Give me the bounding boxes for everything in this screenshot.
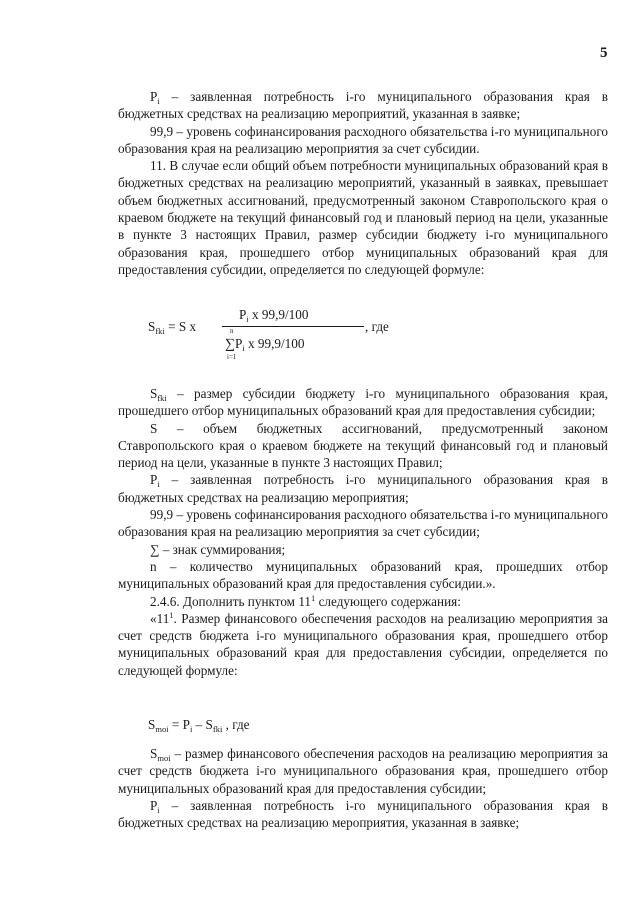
formula-cofinancing-size: $S_{moi} = P_i - S_{fki}$ , где: [148, 717, 250, 734]
paragraph-pi-definition: $P_i$ – заявленная потребность i-го муниципального образования края в бюджетных средствах на реализацию мероприятий, указанная в заявке;: [118, 89, 608, 122]
fraction-bar: [222, 326, 364, 327]
paragraph-cofinancing-level: 99,9 – уровень софинансирования расходного обязательства i-го муниципального образования края на реализацию мероприятия за счет субсидии.: [118, 123, 608, 156]
paragraph-sfki-definition: $S_{fki}$ – размер субсидии бюджету i-го муниципального образования края, прошедшего отбор муниципальных образований края для предоставления субсидии;: [118, 386, 608, 419]
paragraph-n-definition: n – количество муниципальных образований края, прошедших отбор муниципальных образований края для предоставления субсидии.».: [118, 558, 608, 592]
formula1-tail: , где: [365, 319, 389, 334]
bottom-text-block: [118, 745, 608, 831]
top-text-block: [118, 88, 608, 278]
formula1-denominator: $\sum P_i$ x 99,9/100: [225, 336, 305, 353]
sum-lower-limit: i=1: [227, 353, 237, 361]
page-number: 5: [600, 45, 608, 61]
formula1-lhs: S: [148, 319, 156, 334]
formula-subsidy-size: $S_{fki} = S$ x $P_i$ x 99,9/100 n $\sum P_i$ x 99,9/100 i=1 , где: [148, 307, 389, 361]
paragraph-smoi-definition: $S_{moi}$ – размер финансового обеспечения расходов на реализацию мероприятия за счет средств бюджета i-го муниципального образования края, прошедшего отбор муниципальных образований края для предоставления субсидии;: [118, 746, 608, 796]
sum-upper-limit: n: [230, 327, 234, 335]
paragraph-2-4-6: 2.4.6. Дополнить пунктом $11^1$ следующего содержания:: [150, 592, 461, 609]
paragraph-sum-sign: ∑ – знак суммирования;: [150, 541, 286, 557]
paragraph-s-definition: S – объем бюджетных ассигнований, предусмотренный законом Ставропольского края о краевом бюджете на текущий финансовый год и плановый период на цели, указанные в пункте 3 настоящих Правил;: [118, 420, 608, 471]
paragraph-pi-definition-3: $P_i$ – заявленная потребность i-го муниципального образования края в бюджетных средствах на реализацию мероприятия, указанная в заявке;: [118, 797, 608, 831]
paragraph-item-11: 11. В случае если общий объем потребности муниципальных образований края в бюджетных средствах на реализацию мероприятий, указанный в заявках, превышает объем бюджетных ассигнований, предусмотренный законом Ставропольского края о краевом бюджете на текущий финансовый год и плановый период на цели, указанные в пункте 3 настоящих Правил, размер субсидии бюджету i-го муниципального образования края, прошедшего отбор муниципальных образований края для предоставления субсидии, определяется по следующей формуле:: [118, 158, 608, 277]
middle-text-block: [118, 385, 608, 679]
formula1-numerator: $P_i$ x 99,9/100: [239, 307, 309, 324]
paragraph-pi-definition-2: $P_i$ – заявленная потребность i-го муниципального образования края в бюджетных средствах на реализацию мероприятия;: [118, 472, 608, 505]
paragraph-cofinancing-level-2: 99,9 – уровень софинансирования расходного обязательства i-го муниципального образования края на реализацию мероприятия за счет субсидии;: [118, 507, 608, 540]
paragraph-item-11-1: «$11^1$. Размер финансового обеспечения расходов на реализацию мероприятия за счет средств бюджета i-го муниципального образования края, прошедшего отбор муниципальных образований края для предоставления субсидии, определяется по следующей формуле:: [118, 609, 608, 678]
